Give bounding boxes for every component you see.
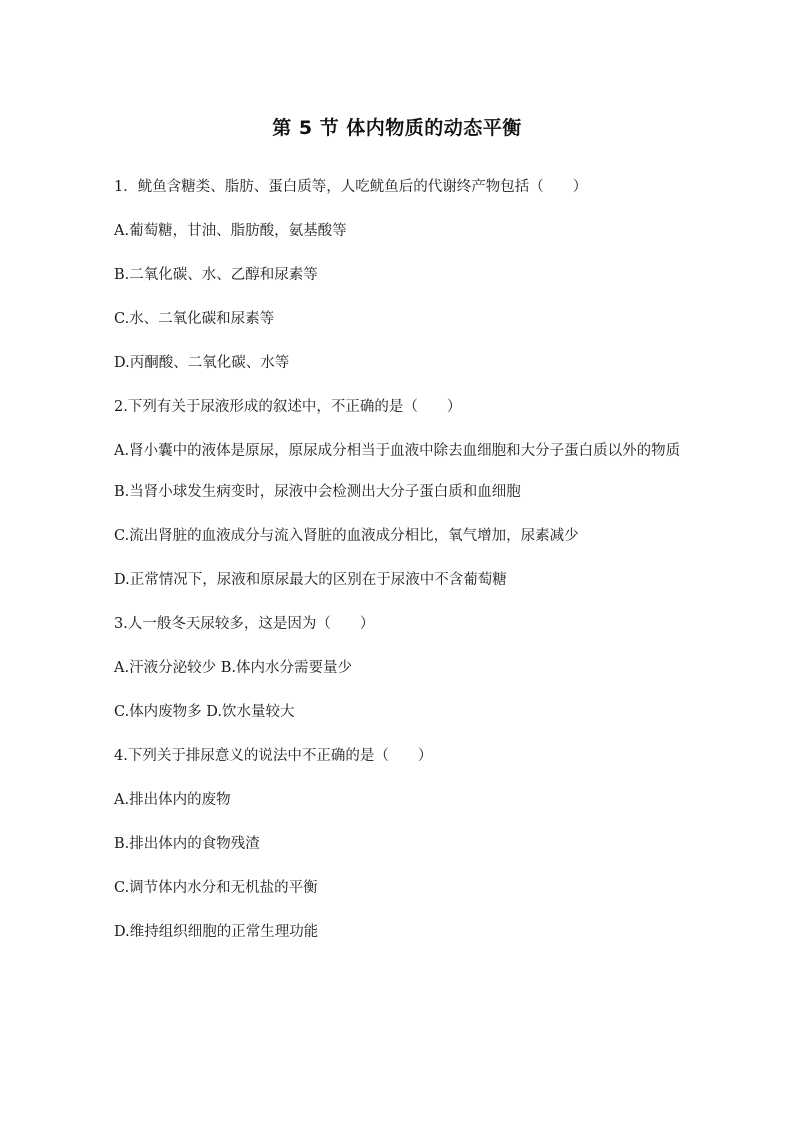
option-d: D.正常情况下，尿液和原尿最大的区别在于尿液中不含葡萄糖 <box>114 572 507 588</box>
question-stem: 3.人一般冬天尿较多，这是因为（ ） <box>114 616 375 632</box>
question-3 <box>114 613 694 723</box>
option-c: C.水、二氧化碳和尿素等 <box>114 311 275 327</box>
option-b: B.当肾小球发生病变时，尿液中会检测出大分子蛋白质和血细胞 <box>114 484 521 500</box>
question-1 <box>114 176 694 374</box>
option-a: A.肾小囊中的液体是原尿，原尿成分相当于血液中除去血细胞和大分子蛋白质以外的物质 <box>114 443 681 459</box>
option-a: A.葡萄糖，甘油、脂肪酸，氨基酸等 <box>114 223 347 239</box>
option-c-d: C.体内废物多 D.饮水量较大 <box>114 704 295 720</box>
question-list <box>114 176 694 965</box>
question-4 <box>114 745 694 943</box>
option-c: C.流出肾脏的血液成分与流入肾脏的血液成分相比，氧气增加，尿素减少 <box>114 528 579 544</box>
question-stem: 1．鱿鱼含糖类、脂肪、蛋白质等，人吃鱿鱼后的代谢终产物包括（ ） <box>114 179 588 195</box>
option-a: A.排出体内的废物 <box>114 792 231 808</box>
option-a-b: A.汗液分泌较少 B.体内水分需要量少 <box>114 660 352 676</box>
option-d: D.维持组织细胞的正常生理功能 <box>114 924 319 940</box>
question-stem: 4.下列关于排尿意义的说法中不正确的是（ ） <box>114 748 433 764</box>
option-b: B.二氧化碳、水、乙醇和尿素等 <box>114 267 318 283</box>
question-stem: 2.下列有关于尿液形成的叙述中，不正确的是（ ） <box>114 399 462 415</box>
option-b: B.排出体内的食物残渣 <box>114 836 260 852</box>
page-title: 第 5 节 体内物质的动态平衡 <box>272 117 522 139</box>
question-2 <box>114 396 694 591</box>
option-c: C.调节体内水分和无机盐的平衡 <box>114 880 318 896</box>
option-d: D.丙酮酸、二氧化碳、水等 <box>114 355 290 371</box>
